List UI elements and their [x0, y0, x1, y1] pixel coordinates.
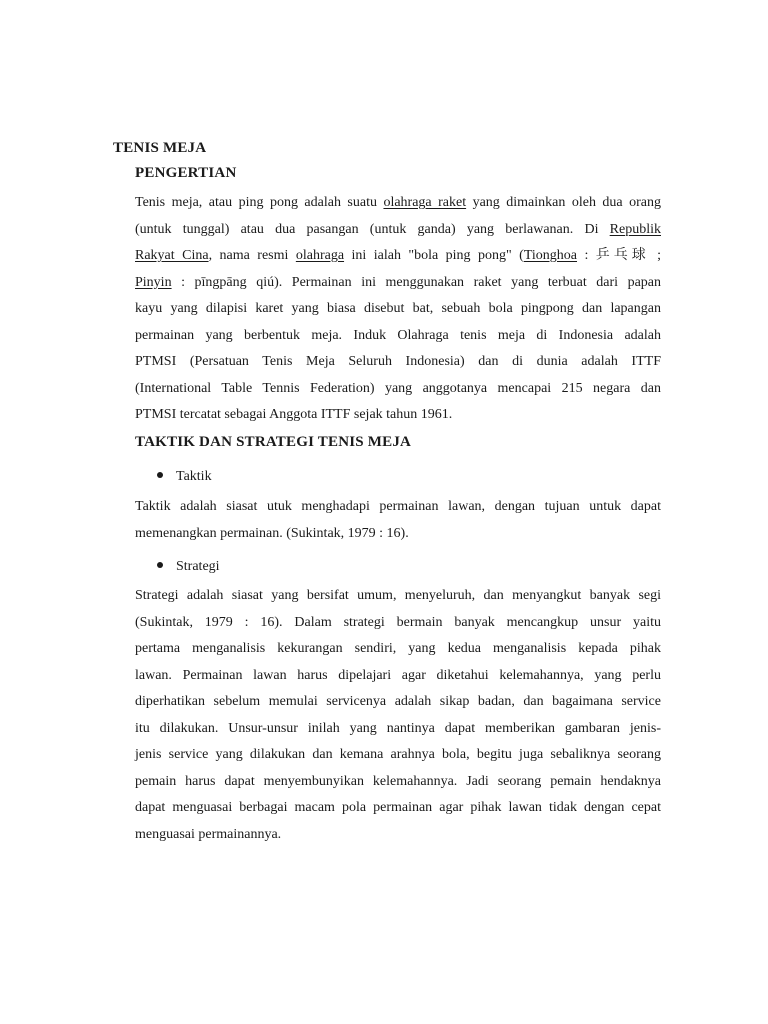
hyperlink[interactable]: olahraga: [295, 248, 345, 263]
text-segment: yang dimainkan oleh dua orang: [466, 195, 661, 210]
paragraph-taktik: [135, 494, 661, 547]
text-segment: (International Table Tennis Federation) yang anggotanya mencapai 215 negara dan: [135, 380, 661, 396]
text-segment: PTMSI (Persatuan Tenis Meja Seluruh Indonesia) dan di dunia adalah ITTF: [135, 354, 661, 369]
pengertian-line: [135, 376, 661, 403]
hyperlink[interactable]: olahraga raket: [383, 195, 467, 210]
text-segment: pemain harus dapat menyembunyikan kelemahannya. Jadi seorang pemain hendaknya: [135, 773, 661, 789]
pengertian-line: [135, 190, 661, 217]
text-segment: , nama resmi: [208, 248, 296, 263]
text-segment: menguasai permainannya.: [135, 826, 282, 842]
strategi-line: [135, 822, 661, 849]
pengertian-line: [135, 217, 661, 244]
strategi-line: [135, 689, 661, 716]
section-heading-taktik-strategi: TAKTIK DAN STRATEGI TENIS MEJA: [135, 434, 412, 450]
pengertian-line: [135, 270, 661, 297]
text-segment: (untuk tunggal) atau dua pasangan (untuk ganda) yang berlawanan. Di: [135, 221, 610, 237]
text-segment: : 乒乓球 ;: [577, 248, 662, 263]
text-segment: lawan. Permainan lawan harus dipelajari agar diketahui kelemahannya, yang perlu: [135, 667, 661, 683]
document-title: TENIS MEJA: [113, 140, 207, 156]
taktik-line: [135, 494, 661, 521]
strategi-line: [135, 663, 661, 690]
hyperlink[interactable]: Rakyat Cina: [135, 248, 209, 263]
strategi-line: [135, 716, 661, 743]
strategi-line: [135, 583, 661, 610]
strategi-line: [135, 610, 661, 637]
text-segment: Taktik adalah siasat utuk menghadapi permainan lawan, dengan tujuan untuk dapat: [135, 499, 661, 514]
text-segment: dapat menguasai berbagai macam pola permainan agar pihak lawan tidak dengan cepat: [135, 800, 661, 815]
text-segment: PTMSI tercatat sebagai Anggota ITTF sejak tahun 1961.: [135, 407, 453, 422]
text-segment: ini ialah "bola ping pong" (: [344, 248, 524, 263]
paragraph-strategi: [135, 583, 661, 848]
bullet-dot-icon: [157, 472, 163, 478]
text-segment: permainan yang berbentuk meja. Induk Olahraga tenis meja di Indonesia adalah: [135, 327, 661, 343]
text-segment: : pīngpāng qiú). Permainan ini menggunakan raket yang terbuat dari papan: [171, 274, 661, 290]
pengertian-line: [135, 349, 661, 376]
strategi-line: [135, 636, 661, 663]
pengertian-line: [135, 296, 661, 323]
text-segment: jenis service yang dilakukan dan kemana arahnya bola, begitu juga sebaliknya seorang: [135, 747, 661, 762]
text-segment: Strategi adalah siasat yang bersifat umum, menyeluruh, dan menyangkut banyak segi: [135, 588, 661, 603]
text-segment: Tenis meja, atau ping pong adalah suatu: [135, 195, 384, 210]
bullet-label: Strategi: [176, 559, 220, 574]
pengertian-line: [135, 323, 661, 350]
bullet-dot-icon: [157, 562, 163, 568]
text-segment: memenangkan permainan. (Sukintak, 1979 : 16).: [135, 525, 409, 541]
text-segment: pertama menganalisis kekurangan sendiri, yang kedua menganalisis kepada pihak: [135, 641, 661, 656]
taktik-line: [135, 521, 661, 548]
pengertian-line: [135, 402, 661, 429]
text-segment: kayu yang dilapisi karet yang biasa disebut bat, sebuah bola pingpong dan lapangan: [135, 301, 661, 316]
text-segment: itu dilakukan. Unsur-unsur inilah yang nantinya dapat memberikan gambaran jenis-: [135, 720, 661, 736]
section-heading-pengertian: PENGERTIAN: [135, 165, 237, 181]
text-segment: (Sukintak, 1979 : 16). Dalam strategi bermain banyak mencangkup unsur yaitu: [135, 614, 661, 630]
text-segment: diperhatikan sebelum memulai servicenya adalah sikap badan, dan bagaimana service: [135, 694, 661, 709]
hyperlink[interactable]: Republik: [609, 221, 661, 237]
bullet-item-taktik: [157, 469, 212, 485]
bullet-item-strategi: [157, 559, 220, 575]
bullet-label: Taktik: [176, 469, 212, 484]
pengertian-line: [135, 243, 661, 270]
strategi-line: [135, 769, 661, 796]
strategi-line: [135, 795, 661, 822]
hyperlink[interactable]: Tionghoa: [523, 248, 578, 263]
strategi-line: [135, 742, 661, 769]
paragraph-pengertian: [135, 190, 661, 429]
hyperlink[interactable]: Pinyin: [135, 274, 172, 290]
